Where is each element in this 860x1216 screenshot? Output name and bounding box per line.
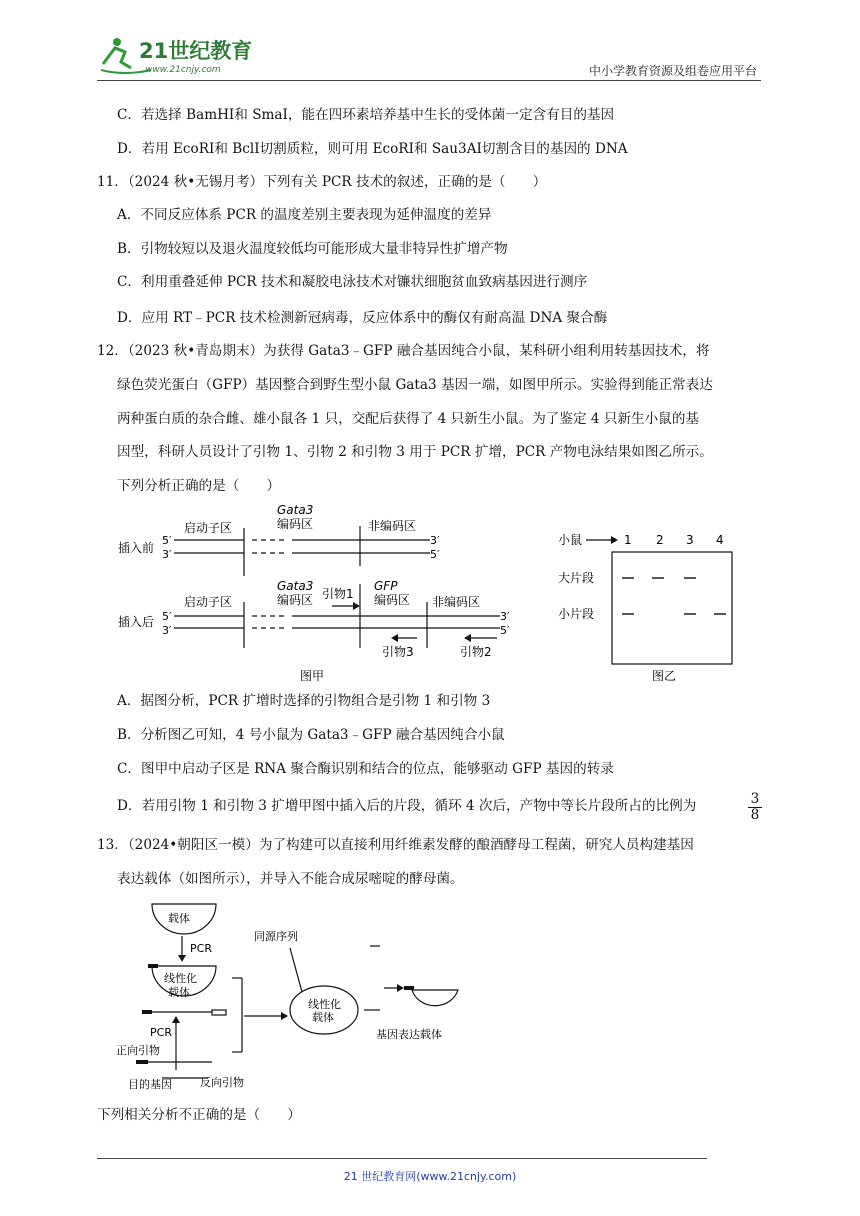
svg-text:载体: 载体 (312, 1011, 334, 1024)
fraction-3-8: $\frac{3}{8}$ (748, 792, 762, 823)
svg-text:启动子区: 启动子区 (184, 521, 233, 535)
svg-text:目的基因: 目的基因 (128, 1078, 172, 1091)
site-logo (95, 34, 255, 76)
svg-text:载体: 载体 (168, 986, 190, 999)
footer-divider (97, 1158, 707, 1159)
q12-option-c: C．图甲中启动子区是 RNA 聚合酶识别和结合的位点，能够驱动 GFP 基因的转录 (117, 761, 614, 777)
header-divider (97, 80, 761, 81)
label-after: 插入后 (118, 615, 155, 629)
svg-text:3′: 3′ (500, 610, 510, 623)
platform-title: 中小学教育资源及组卷应用平台 (588, 64, 757, 78)
figure-yi (552, 528, 752, 688)
primer2-label: 引物2 (460, 645, 492, 659)
q11-option-d: D．应用 RT﹣PCR 技术检测新冠病毒，反应体系中的酶仅有耐高温 DNA 聚合酶 (117, 310, 608, 326)
q12-option-d: D．若用引物 1 和引物 3 扩增甲图中插入后的片段，循环 4 次后，产物中等长片段所占的比例为 (117, 798, 697, 814)
svg-text:5′: 5′ (500, 624, 510, 637)
svg-text:启动子区: 启动子区 (184, 595, 233, 609)
svg-text:线性化: 线性化 (164, 972, 197, 985)
svg-text:5′: 5′ (430, 548, 440, 561)
q10-option-d: D．若用 EcoRⅠ和 BclⅠ切割质粒，则可用 EcoRⅠ和 Sau3AⅠ切割含目的基因的 DNA (117, 141, 628, 157)
q11-stem: 11．（2024 秋•无锡月考）下列有关 PCR 技术的叙述，正确的是（ ） (97, 174, 547, 190)
q12-option-b: B．分析图乙可知，4 号小鼠为 Gata3﹣GFP 融合基因纯合小鼠 (117, 727, 505, 743)
svg-text:PCR: PCR (150, 1026, 172, 1039)
caption-yi: 图乙 (652, 669, 677, 683)
q12-stem-5: 下列分析正确的是（ ） (117, 478, 281, 494)
figure-jia (112, 498, 532, 686)
svg-text:非编码区: 非编码区 (368, 519, 417, 533)
svg-text:非编码区: 非编码区 (432, 595, 481, 609)
svg-text:编码区: 编码区 (277, 593, 314, 607)
q11-option-c: C．利用重叠延伸 PCR 技术和凝胶电泳技术对镰状细胞贫血致病基因进行测序 (117, 274, 588, 290)
q13-stem-2: 表达载体（如图所示），并导入不能合成尿嘧啶的酵母菌。 (117, 871, 464, 887)
svg-text:线性化: 线性化 (308, 998, 341, 1011)
svg-text:小片段: 小片段 (558, 607, 595, 621)
label-before: 插入前 (118, 541, 155, 555)
svg-text:Gata3: Gata3 (277, 579, 314, 593)
svg-text:小鼠: 小鼠 (558, 533, 583, 547)
primer1-label: 引物1 (322, 587, 354, 601)
caption-jia: 图甲 (300, 669, 325, 683)
logo-text: 21世纪教育 (139, 39, 253, 63)
svg-text:GFP: GFP (374, 579, 398, 593)
svg-text:3′: 3′ (430, 534, 440, 547)
q12-stem-3: 两种蛋白质的杂合雌、雄小鼠各 1 只，交配后获得了 4 只新生小鼠。为了鉴定 4 只新生小鼠的基 (117, 411, 700, 427)
svg-text:PCR: PCR (190, 942, 212, 955)
footer-link[interactable]: 21 世纪教育网(www.21cnjy.com) (343, 1170, 517, 1183)
svg-text:编码区: 编码区 (374, 593, 411, 607)
q12-stem-2: 绿色荧光蛋白（GFP）基因整合到野生型小鼠 Gata3 基因一端，如图甲所示。实验得到能正常表达 (117, 377, 713, 393)
q10-option-c: C．若选择 BamHⅠ和 SmaⅠ，能在四环素培养基中生长的受体菌一定含有目的基因 (117, 107, 615, 123)
svg-text:3: 3 (686, 533, 694, 547)
q11-option-a: A．不同反应体系 PCR 的温度差别主要表现为延伸温度的差异 (117, 207, 492, 223)
svg-text:1: 1 (624, 533, 632, 547)
q12-option-a: A．据图分析，PCR 扩增时选择的引物组合是引物 1 和引物 3 (117, 693, 491, 709)
svg-text:反向引物: 反向引物 (200, 1076, 244, 1089)
q12-stem-1: 12．（2023 秋•青岛期末）为获得 Gata3﹣GFP 融合基因纯合小鼠，某科研小组利用转基因技术，将 (97, 343, 710, 359)
svg-text:同源序列: 同源序列 (254, 930, 298, 943)
svg-text:3′: 3′ (162, 548, 172, 561)
svg-text:载体: 载体 (168, 912, 190, 925)
svg-text:5′: 5′ (162, 534, 172, 547)
svg-text:5′: 5′ (162, 610, 172, 623)
svg-text:基因表达载体: 基因表达载体 (376, 1028, 442, 1041)
svg-text:大片段: 大片段 (558, 571, 595, 585)
q11-option-b: B．引物较短以及退火温度较低均可能形成大量非特异性扩增产物 (117, 241, 508, 257)
q12-stem-4: 因型，科研人员设计了引物 1、引物 2 和引物 3 用于 PCR 扩增，PCR 产物电泳结果如图乙所示。 (117, 444, 713, 460)
svg-text:3′: 3′ (162, 624, 172, 637)
svg-text:正向引物: 正向引物 (116, 1044, 160, 1057)
q13-question: 下列相关分析不正确的是（ ） (97, 1107, 301, 1123)
logo-url: www.21cnjy.com (145, 65, 221, 75)
svg-text:Gata3: Gata3 (277, 503, 314, 517)
primer3-label: 引物3 (382, 645, 414, 659)
svg-text:2: 2 (656, 533, 664, 547)
svg-text:4: 4 (716, 533, 724, 547)
figure-q13 (112, 900, 472, 1095)
svg-text:编码区: 编码区 (277, 517, 314, 531)
q13-stem-1: 13．（2024•朝阳区一模）为了构建可以直接利用纤维素发酵的酿酒酵母工程菌，研究人员构建基因 (97, 837, 694, 853)
